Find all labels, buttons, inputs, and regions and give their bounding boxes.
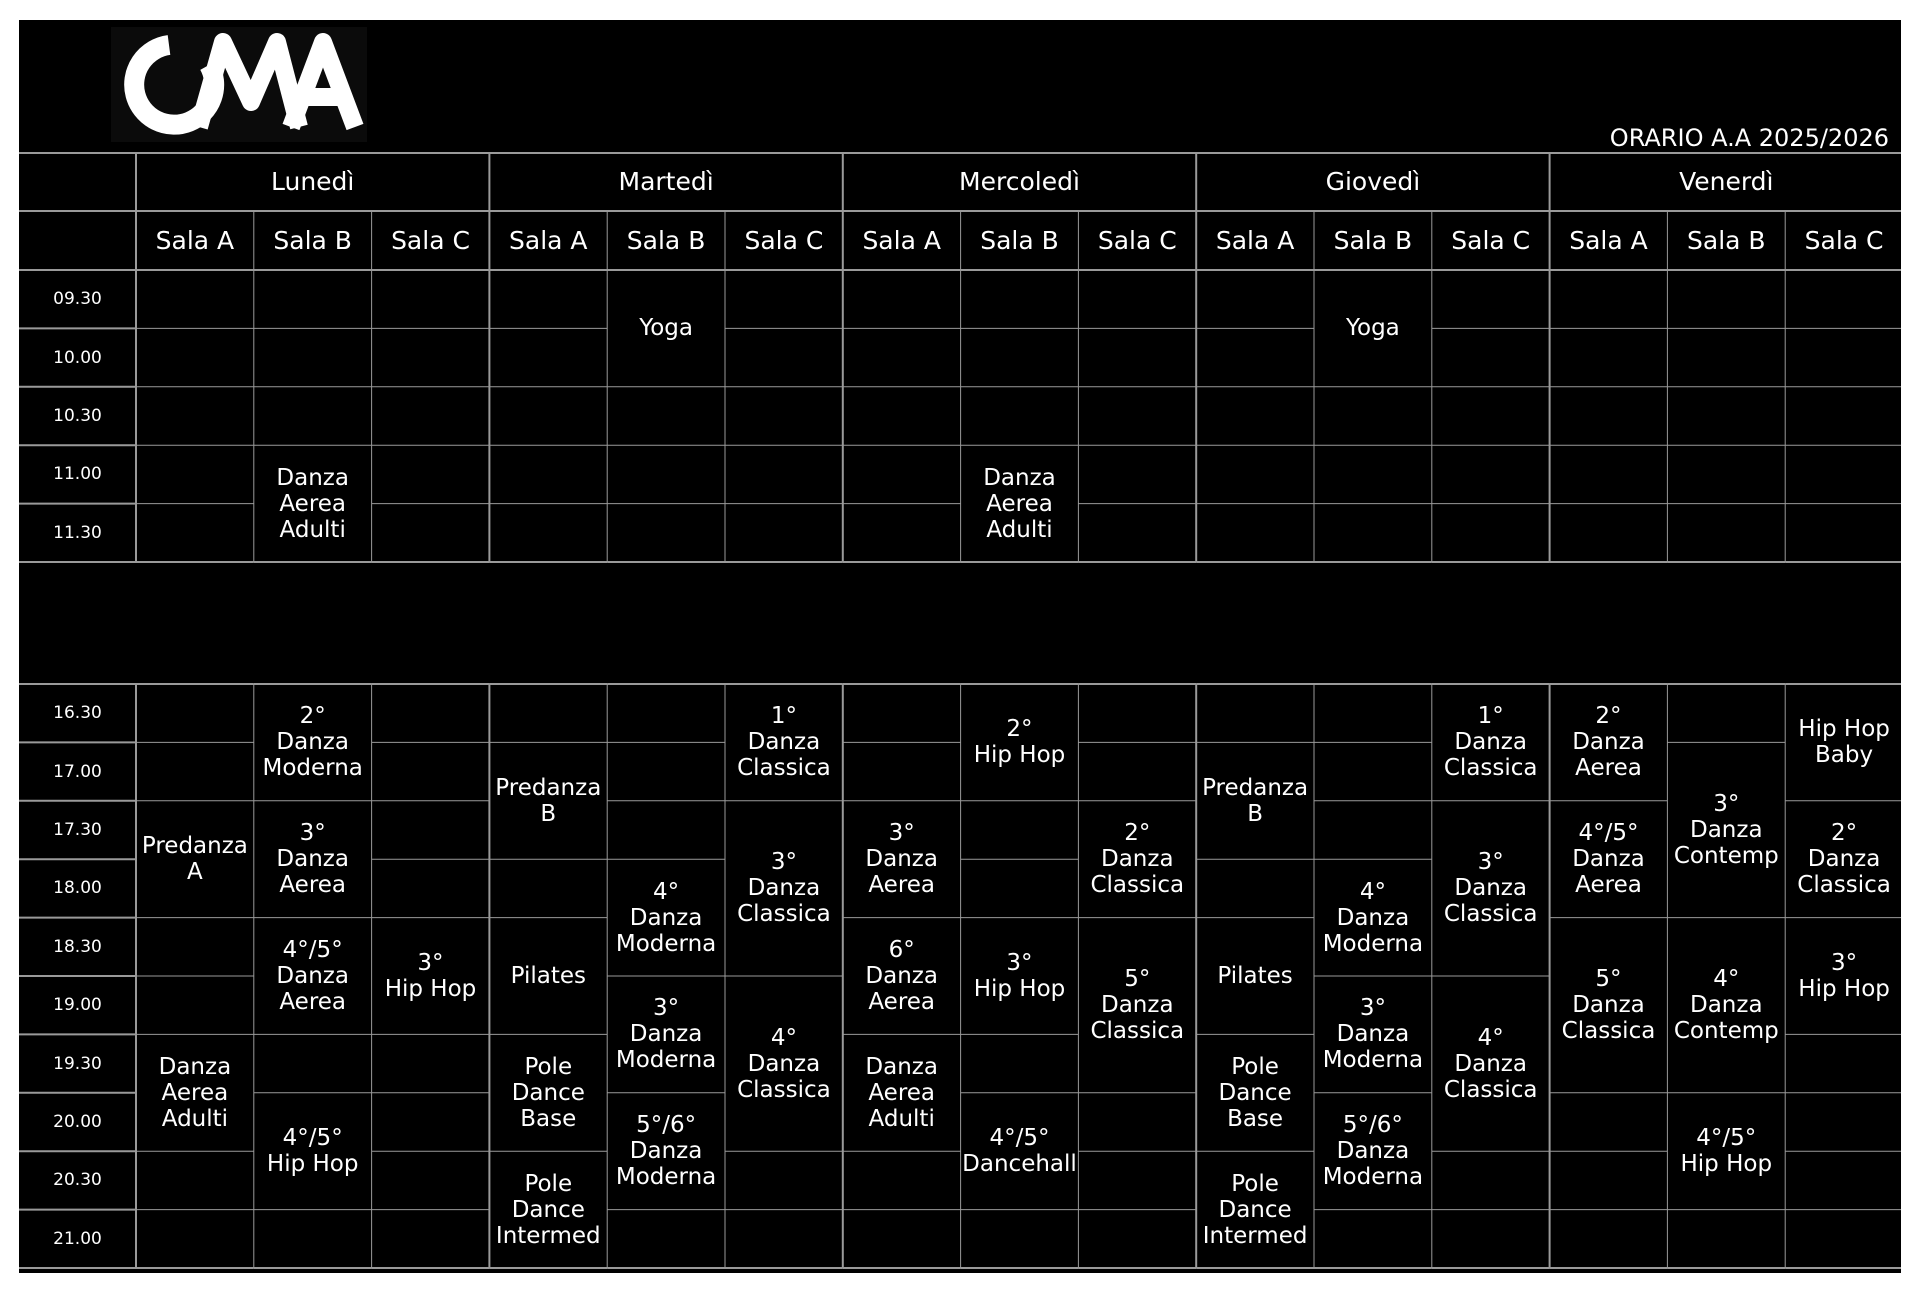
time-label: 11.00 <box>53 464 102 485</box>
class-block: 3° Danza Moderna <box>1322 995 1424 1074</box>
class-block: 4° Danza Contemp <box>1673 966 1779 1045</box>
class-block: 2° Danza Classica <box>1797 820 1891 899</box>
class-block: Danza Aerea Adulti <box>158 1053 232 1132</box>
room-header: Sala B <box>1333 225 1413 255</box>
class-block: Pilates <box>510 962 586 989</box>
class-block: 4°/5° Dancehall <box>962 1125 1077 1178</box>
time-label: 19.00 <box>53 995 102 1016</box>
class-block: Pole Dance Intermed <box>495 1170 601 1249</box>
room-header: Sala B <box>980 225 1059 255</box>
schedule-sheet <box>19 20 1901 1273</box>
class-block: 4°/5° Hip Hop <box>266 1125 359 1178</box>
class-block: 2° Danza Moderna <box>262 703 363 782</box>
class-block: 5° Danza Classica <box>1090 966 1185 1045</box>
room-header: Sala C <box>391 225 470 255</box>
room-header: Sala A <box>509 225 588 255</box>
class-block: Hip Hop Baby <box>1798 716 1890 769</box>
time-label: 16.30 <box>53 703 102 724</box>
time-label: 20.30 <box>53 1170 102 1191</box>
class-block: Danza Aerea Adulti <box>983 464 1056 543</box>
class-block: 3° Danza Classica <box>737 849 831 928</box>
class-block: 4° Danza Moderna <box>1322 878 1424 957</box>
time-label: 19.30 <box>53 1053 102 1074</box>
class-block: Predanza B <box>495 774 602 827</box>
class-block: 3° Danza Classica <box>1443 849 1538 928</box>
room-header: Sala B <box>273 225 352 255</box>
class-block: Pole Dance Base <box>1218 1053 1292 1132</box>
room-header: Sala C <box>1804 225 1884 255</box>
class-block: 4° Danza Classica <box>1443 1024 1538 1103</box>
class-block: 4°/5° Hip Hop <box>1680 1125 1773 1178</box>
class-block: Predanza A <box>141 833 248 886</box>
class-block: 3° Hip Hop <box>1798 949 1890 1002</box>
class-block: 1° Danza Classica <box>737 703 831 782</box>
class-block: 5°/6° Danza Moderna <box>615 1112 717 1191</box>
class-block: 3° Danza Aerea <box>865 820 938 899</box>
class-block: Predanza B <box>1202 774 1309 827</box>
class-block: 3° Hip Hop <box>973 949 1066 1002</box>
time-label: 18.30 <box>53 936 102 957</box>
class-block: Yoga <box>1346 315 1400 342</box>
class-block: 2° Danza Aerea <box>1572 703 1645 782</box>
class-block: Danza Aerea Adulti <box>276 464 349 543</box>
time-label: 10.30 <box>53 405 102 426</box>
class-block: 3° Danza Aerea <box>276 820 349 899</box>
time-label: 20.00 <box>53 1111 102 1132</box>
class-block: 4°/5° Danza Aerea <box>276 936 349 1015</box>
class-block: Pole Dance Base <box>511 1053 585 1132</box>
room-header: Sala A <box>862 225 941 255</box>
class-block: 3° Danza Contemp <box>1673 790 1779 869</box>
class-block: Yoga <box>639 315 693 342</box>
class-block: Pilates <box>1217 962 1293 989</box>
room-header: Sala B <box>626 225 706 255</box>
day-header-mercoled: Mercoledì <box>959 167 1080 196</box>
time-label: 09.30 <box>53 289 102 310</box>
class-block: 4° Danza Moderna <box>615 878 717 957</box>
class-block: Pole Dance Intermed <box>1202 1170 1308 1249</box>
class-block: 5° Danza Classica <box>1561 966 1656 1045</box>
day-header-marted: Martedì <box>618 167 714 196</box>
time-label: 17.00 <box>53 761 102 782</box>
time-label: 10.00 <box>53 347 102 368</box>
room-header: Sala B <box>1687 225 1766 255</box>
class-block: 6° Danza Aerea <box>865 936 938 1015</box>
class-block: 2° Hip Hop <box>973 716 1066 769</box>
room-header: Sala C <box>744 225 824 255</box>
class-block: 3° Danza Moderna <box>615 995 717 1074</box>
time-label: 18.00 <box>53 878 102 899</box>
room-header: Sala A <box>1569 225 1648 255</box>
day-header-luned: Lunedì <box>271 167 355 196</box>
day-header-gioved: Giovedì <box>1325 167 1421 196</box>
time-label: 17.30 <box>53 819 102 840</box>
class-block: 1° Danza Classica <box>1443 703 1538 782</box>
class-block: 2° Danza Classica <box>1090 820 1185 899</box>
class-block: Danza Aerea Adulti <box>865 1053 938 1132</box>
time-label: 21.00 <box>53 1228 102 1249</box>
room-header: Sala C <box>1451 225 1531 255</box>
schedule-title: ORARIO A.A 2025/2026 <box>1609 124 1889 152</box>
room-header: Sala A <box>155 225 235 255</box>
time-label: 11.30 <box>53 522 102 543</box>
class-block: 4° Danza Classica <box>737 1024 831 1103</box>
class-block: 5°/6° Danza Moderna <box>1322 1112 1424 1191</box>
room-header: Sala A <box>1215 225 1295 255</box>
day-header-venerd: Venerdì <box>1679 167 1774 196</box>
room-header: Sala C <box>1097 225 1177 255</box>
class-block: 4°/5° Danza Aerea <box>1572 820 1645 899</box>
class-block: 3° Hip Hop <box>384 949 477 1002</box>
